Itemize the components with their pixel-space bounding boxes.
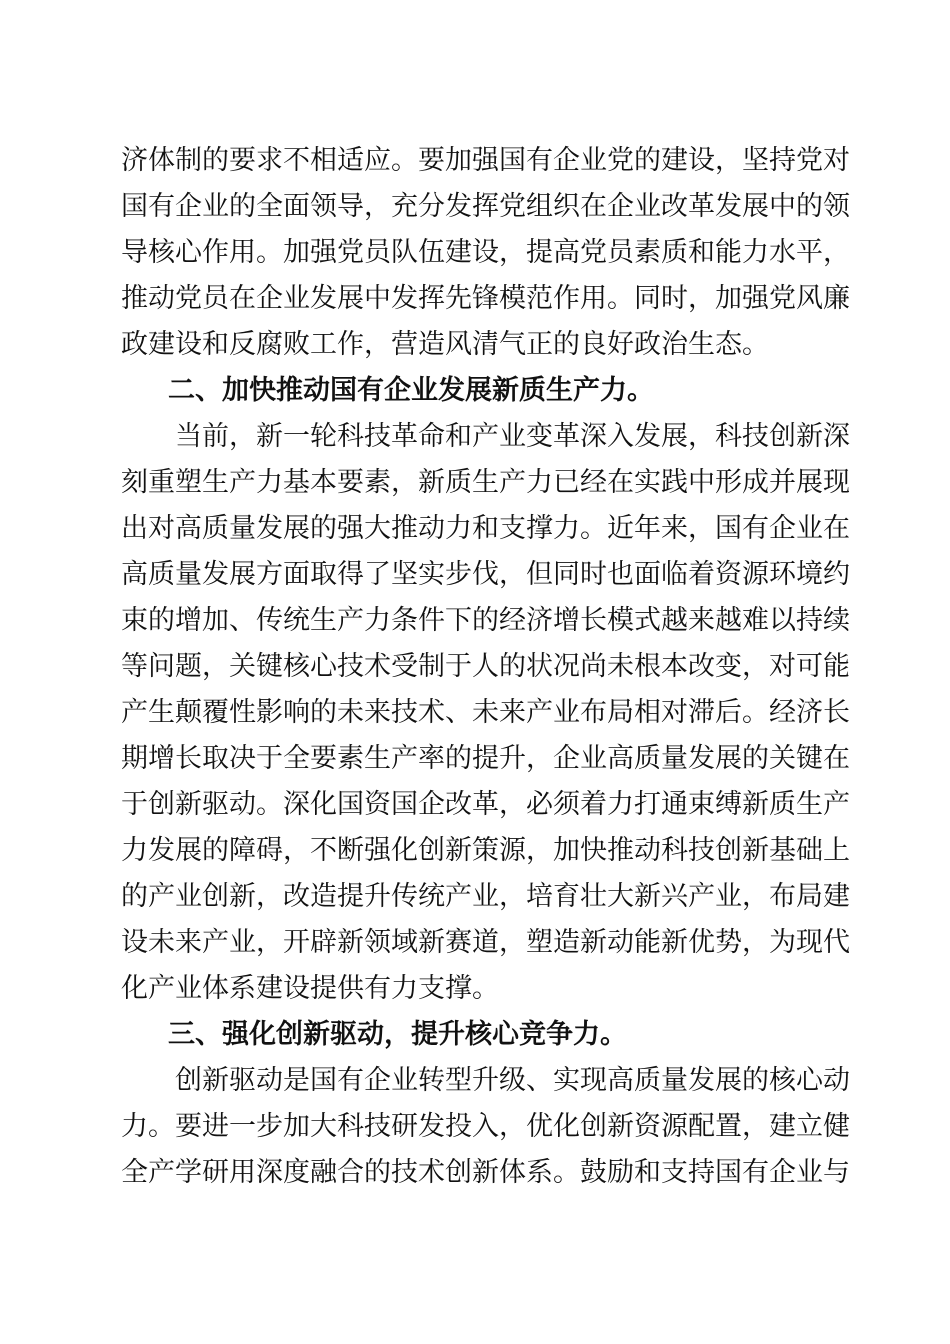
paragraph-2-line: 于创新驱动。深化国资国企改革，必须着力打通束缚新质生产 [121, 789, 850, 820]
paragraph-2-line: 束的增加、传统生产力条件下的经济增长模式越来越难以持续 [121, 605, 850, 636]
paragraph-1-line: 推动党员在企业发展中发挥先锋模范作用。同时，加强党风廉 [121, 283, 850, 314]
paragraph-2-line: 化产业体系建设提供有力支撑。 [121, 973, 499, 1004]
paragraph-2-line: 的产业创新，改造提升传统产业，培育壮大新兴产业，布局建 [121, 881, 850, 912]
paragraph-2-line: 等问题，关键核心技术受制于人的状况尚未根本改变，对可能 [121, 651, 850, 682]
section-heading-2: 二、加快推动国有企业发展新质生产力。 [168, 375, 654, 406]
paragraph-2-line: 刻重塑生产力基本要素，新质生产力已经在实践中形成并展现 [121, 467, 850, 498]
paragraph-2-line: 力发展的障碍，不断强化创新策源，加快推动科技创新基础上 [121, 835, 850, 866]
paragraph-2-line: 高质量发展方面取得了坚实步伐，但同时也面临着资源环境约 [121, 559, 850, 590]
paragraph-1-line: 国有企业的全面领导，充分发挥党组织在企业改革发展中的领 [121, 191, 850, 222]
paragraph-1-line: 政建设和反腐败工作，营造风清气正的良好政治生态。 [121, 329, 769, 360]
section-heading-3: 三、强化创新驱动，提升核心竞争力。 [168, 1019, 627, 1050]
paragraph-2-line: 产生颠覆性影响的未来技术、未来产业布局相对滞后。经济长 [121, 697, 850, 728]
paragraph-1-line: 导核心作用。加强党员队伍建设，提高党员素质和能力水平， [121, 237, 850, 268]
paragraph-3-line: 全产学研用深度融合的技术创新体系。鼓励和支持国有企业与 [121, 1157, 850, 1188]
paragraph-3-line: 力。要进一步加大科技研发投入，优化创新资源配置，建立健 [121, 1111, 850, 1142]
paragraph-2-line: 出对高质量发展的强大推动力和支撑力。近年来，国有企业在 [121, 513, 850, 544]
paragraph-2-line: 当前，新一轮科技革命和产业变革深入发展，科技创新深 [175, 421, 850, 452]
paragraph-3-line: 创新驱动是国有企业转型升级、实现高质量发展的核心动 [175, 1065, 850, 1096]
paragraph-2-line: 设未来产业，开辟新领域新赛道，塑造新动能新优势，为现代 [121, 927, 850, 958]
paragraph-1-line: 济体制的要求不相适应。要加强国有企业党的建设，坚持党对 [121, 145, 850, 176]
paragraph-2-line: 期增长取决于全要素生产率的提升，企业高质量发展的关键在 [121, 743, 850, 774]
